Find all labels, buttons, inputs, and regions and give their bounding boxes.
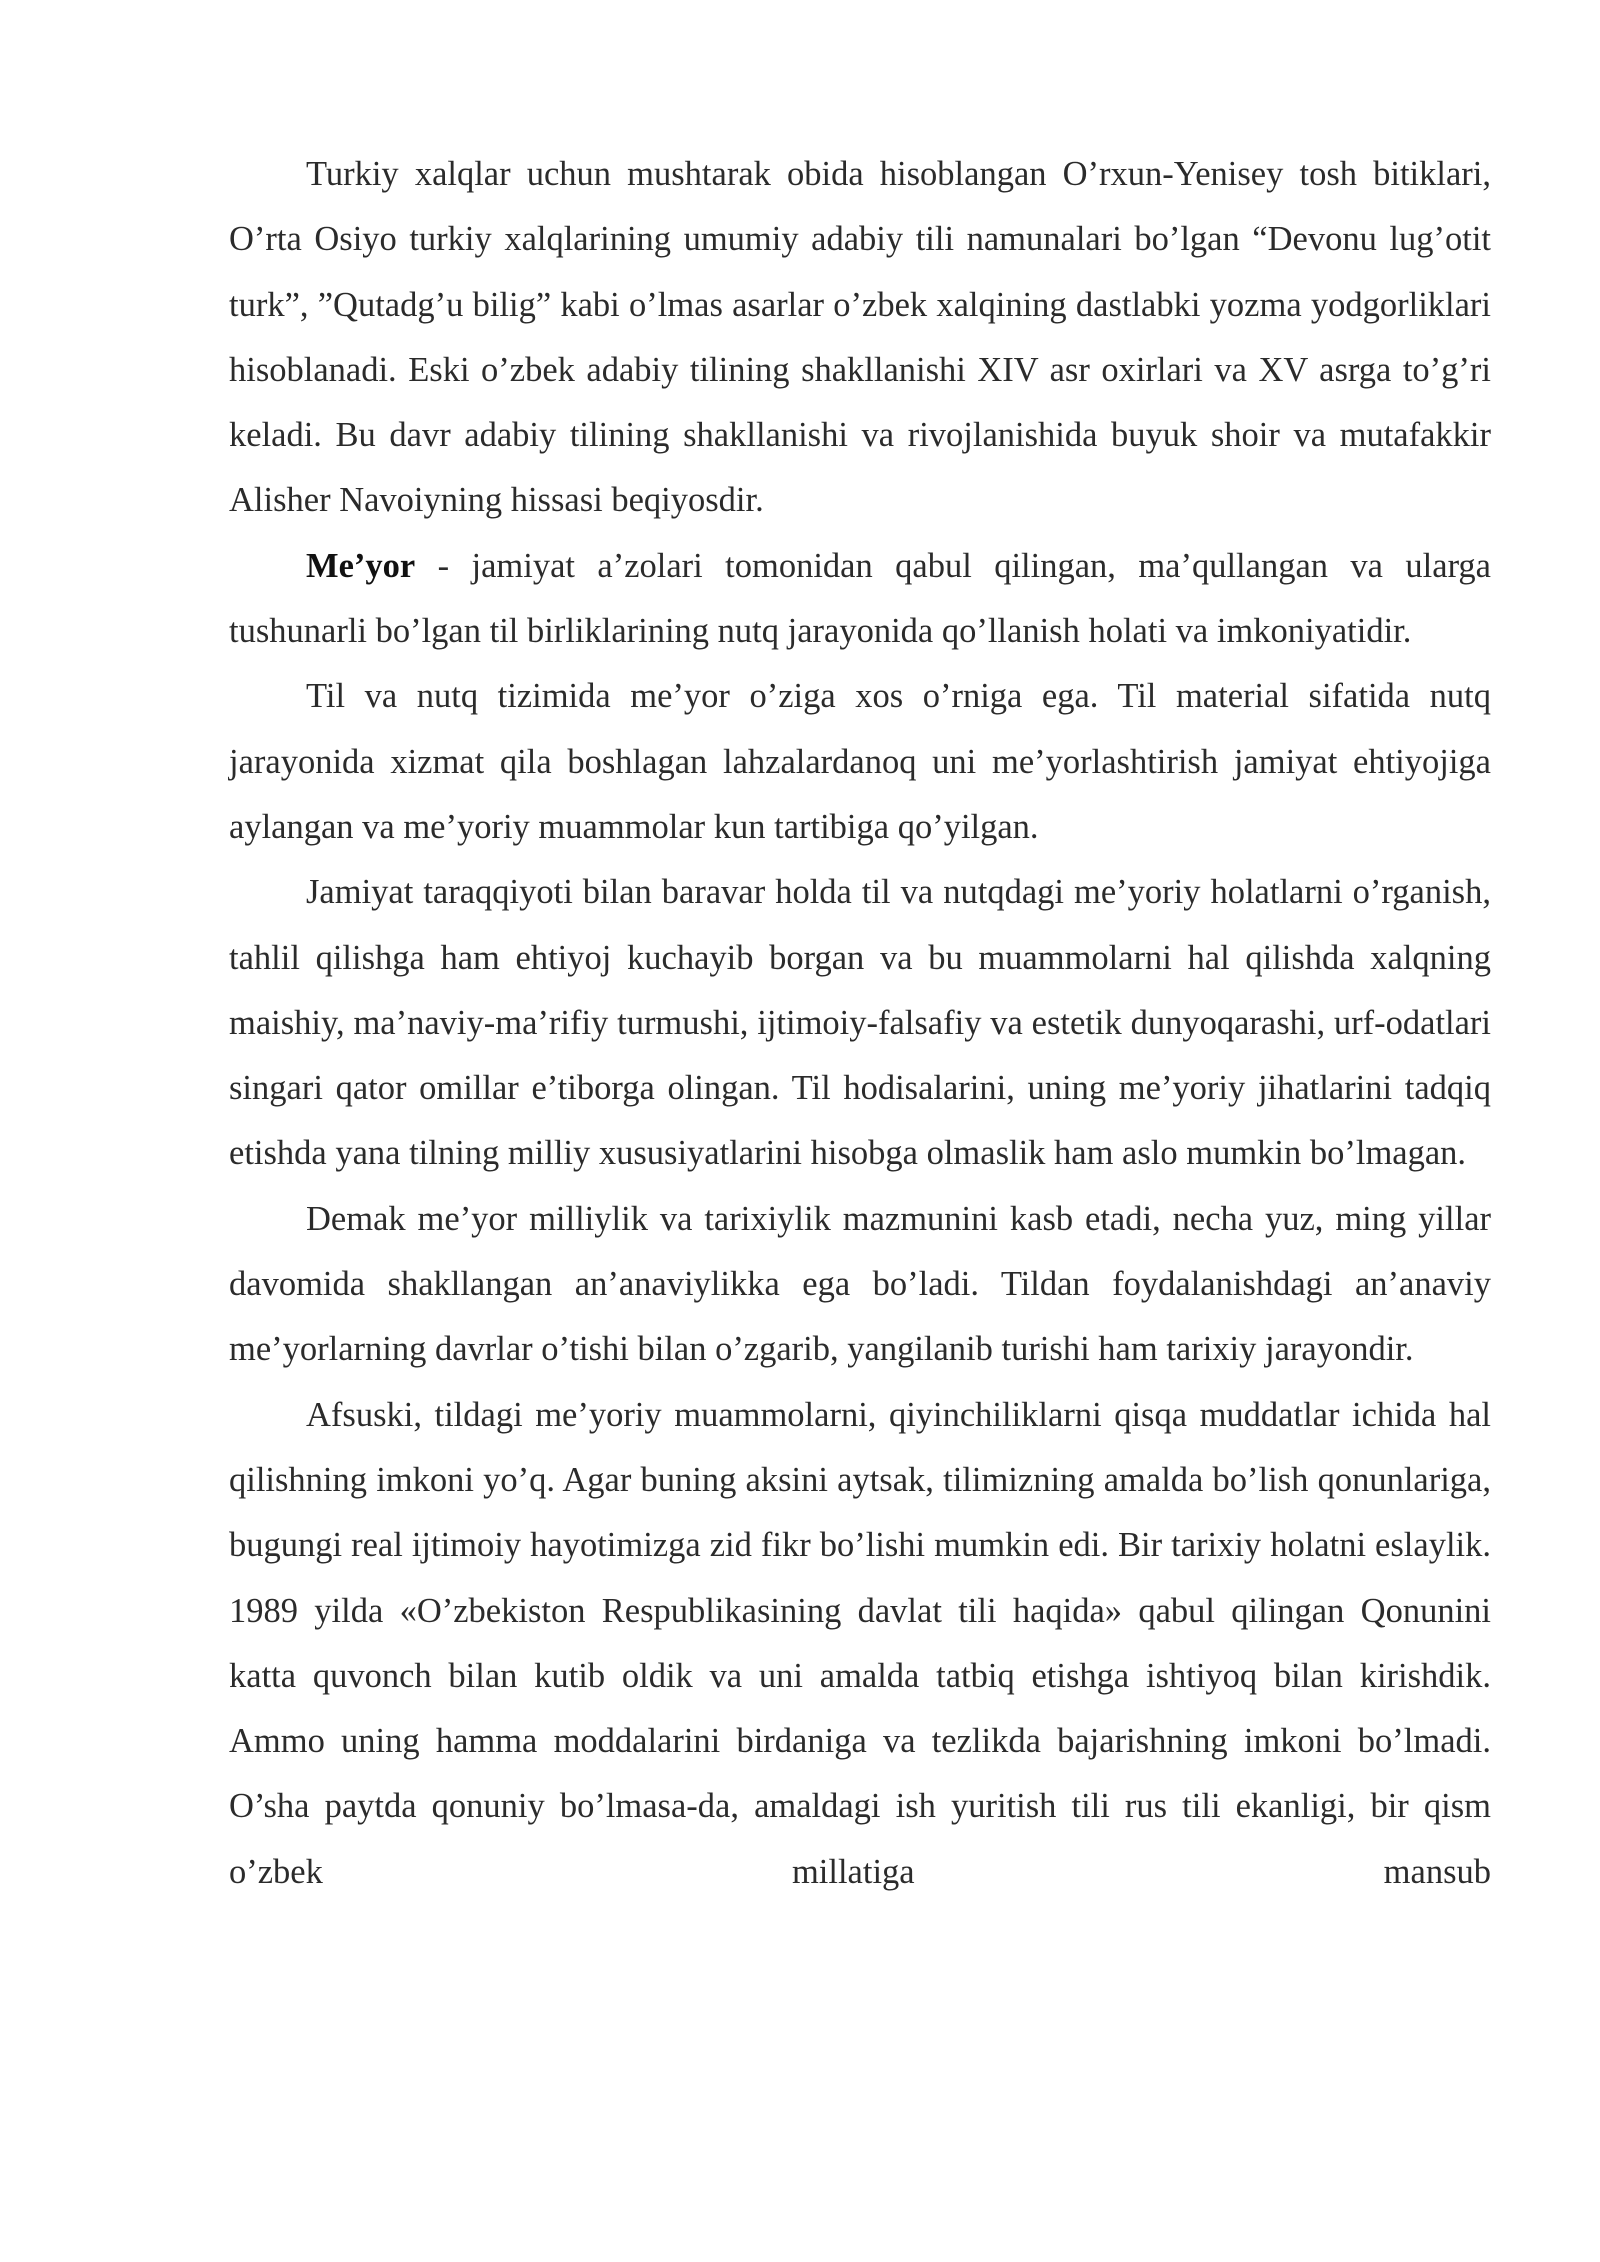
term-meyor: Me’yor: [306, 546, 416, 585]
paragraph-orxun-yenisey: [229, 142, 1491, 534]
paragraph-meyor-definition: [229, 534, 1491, 665]
paragraph-text: Demak me’yor milliylik va tarixiylik mazmunini kasb etadi, necha yuz, ming yillar davomida shakllangan an’anaviylikka ega bo’ladi. Tildan foydalanishdagi an’anaviy me’yorlarning davrlar o’tishi bilan o’zgarib, yangilanib turishi ham tarixiy jarayondir.: [229, 1199, 1491, 1369]
paragraph-demak-meyor: [229, 1187, 1491, 1383]
paragraph-afsuski: [229, 1383, 1491, 1905]
document-page: [229, 142, 1491, 1905]
paragraph-text: - jamiyat a’zolari tomonidan qabul qilingan, ma’qullangan va ularga tushunarli bo’lgan til birliklarining nutq jarayonida qo’llanish holati va imkoniyatidir.: [229, 546, 1491, 651]
paragraph-jamiyat-taraqqiyoti: [229, 860, 1491, 1186]
paragraph-text: Afsuski, tildagi me’yoriy muammolarni, qiyinchiliklarni qisqa muddatlar ichida hal qilishning imkoni yo’q. Agar buning aksini aytsak, tilimizning amalda bo’lish qonunlariga, bugungi real ijtimoiy hayotimizga zid fikr bo’lishi mumkin edi. Bir tarixiy holatni eslaylik. 1989 yilda «O’zbekiston Respublikasining davlat tili haqida» qabul qilingan Qonunini katta quvonch bilan kutib oldik va uni amalda tatbiq etishga ishtiyoq bilan kirishdik. Ammo uning hamma moddalarini birdaniga va tezlikda bajarishning imkoni bo’lmadi. O’sha paytda qonuniy bo’lmasa-da, amaldagi ish yuritish tili rus tili ekanligi, bir qism o’zbek millatiga mansub: [229, 1395, 1491, 1891]
paragraph-text: Turkiy xalqlar uchun mushtarak obida hisoblangan O’rxun-Yenisey tosh bitiklari, O’rta Osiyo turkiy xalqlarining umumiy adabiy tili namunalari bo’lgan “Devonu lug’otit turk”, ”Qutadg’u bilig” kabi o’lmas asarlar o’zbek xalqining dastlabki yozma yodgorliklari hisoblanadi. Eski o’zbek adabiy tilining shakllanishi XIV asr oxirlari va XV asrga to’g’ri keladi. Bu davr adabiy tilining shakllanishi va rivojlanishida buyuk shoir va mutafakkir Alisher Navoiyning hissasi beqiyosdir.: [229, 155, 1491, 520]
paragraph-til-va-nutq: [229, 664, 1491, 860]
paragraph-text: Til va nutq tizimida me’yor o’ziga xos o’rniga ega. Til material sifatida nutq jarayonida xizmat qila boshlagan lahzalardanoq uni me’yorlashtirish jamiyat ehtiyojiga aylangan va me’yoriy muammolar kun tartibiga qo’yilgan.: [229, 677, 1491, 846]
paragraph-text: Jamiyat taraqqiyoti bilan baravar holda til va nutqdagi me’yoriy holatlarni o’rganish, tahlil qilishga ham ehtiyoj kuchayib borgan va bu muammolarni hal qilishda xalqning maishiy, ma’naviy-ma’rifiy turmushi, ijtimoiy-falsafiy va estetik dunyoqarashi, urf-odatlari singari qator omillar e’tiborga olingan. Til hodisalarini, uning me’yoriy jihatlarini tadqiq etishda yana tilning milliy xususiyatlarini hisobga olmaslik ham aslo mumkin bo’lmagan.: [229, 873, 1491, 1173]
